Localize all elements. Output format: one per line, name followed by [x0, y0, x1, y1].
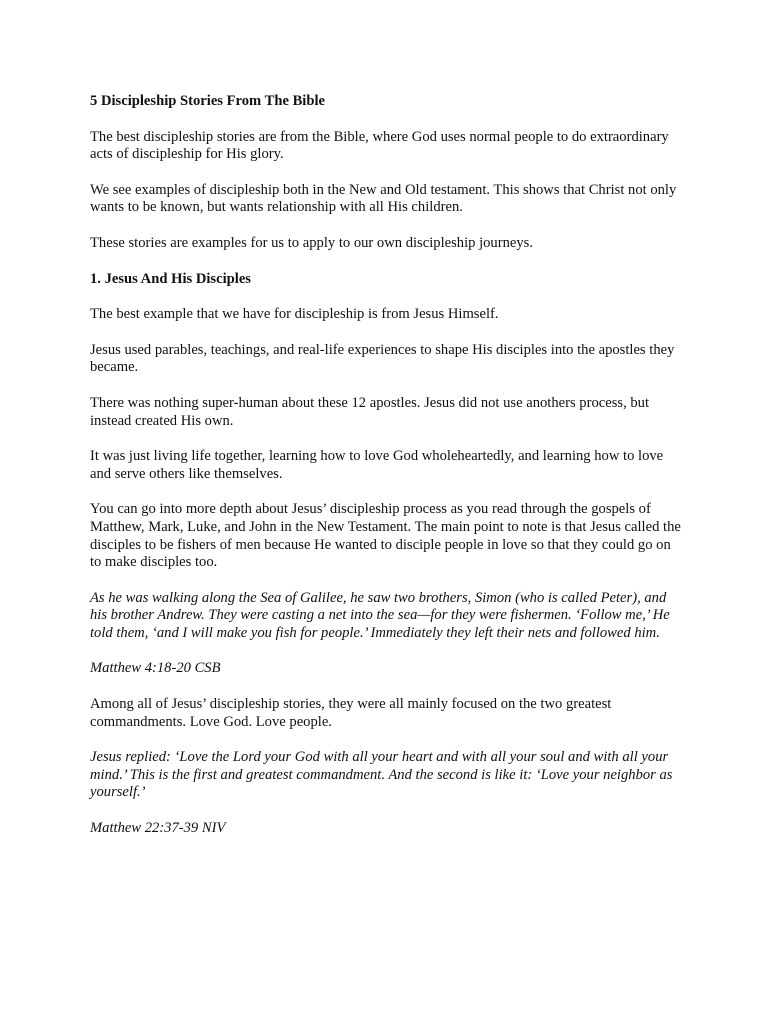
intro-paragraph-3: These stories are examples for us to apply to our own discipleship journeys.	[90, 234, 533, 251]
scripture-citation-2: Matthew 22:37-39 NIV	[90, 820, 226, 837]
scripture-citation-1: Matthew 4:18-20 CSB	[90, 660, 221, 677]
intro-paragraph-2: We see examples of discipleship both in the New and Old testament. This shows that Christ not only wants to be known, but wants relationship with all His children.	[90, 181, 677, 216]
section-heading: 1. Jesus And His Disciples	[90, 270, 251, 287]
section-paragraph-2: Jesus used parables, teachings, and real-life experiences to shape His disciples into the apostles they became.	[90, 341, 675, 376]
scripture-quote-1: As he was walking along the Sea of Galilee, he saw two brothers, Simon (who is called Peter), and his brother Andrew. They were casting a net into the sea—for they were fishermen. ‘Follow me,’ He told them, ‘and I will make you fish for people.’ Immediately they left their nets and followed him.	[90, 589, 670, 641]
intro-paragraph-1: The best discipleship stories are from the Bible, where God uses normal people to do extraordinary acts of discipleship for His glory.	[90, 128, 669, 163]
section-paragraph-3: There was nothing super-human about these 12 apostles. Jesus did not use anothers process, but instead created His own.	[90, 394, 650, 429]
document-title: 5 Discipleship Stories From The Bible	[90, 93, 326, 109]
section-paragraph-4: It was just living life together, learning how to love God wholeheartedly, and learning how to love and serve others like themselves.	[90, 448, 664, 482]
section-paragraph-6: Among all of Jesus’ discipleship stories, they were all mainly focused on the two greatest commandments. Love God. Love people.	[90, 696, 612, 730]
document-page	[90, 93, 682, 856]
scripture-quote-2: Jesus replied: ‘Love the Lord your God with all your heart and with all your soul and with all your mind.’ This is the first and greatest commandment. And the second is like it: ‘Love your neighbor as yourself.’	[90, 749, 673, 801]
section-paragraph-5: You can go into more depth about Jesus’ discipleship process as you read through the gospels of Matthew, Mark, Luke, and John in the New Testament. The main point to note is that Jesus called the disciples to be fishers of men because He wanted to disciple people in love so that they could go on to make disciples too.	[90, 501, 681, 571]
section-paragraph-1: The best example that we have for discipleship is from Jesus Himself.	[90, 306, 499, 323]
